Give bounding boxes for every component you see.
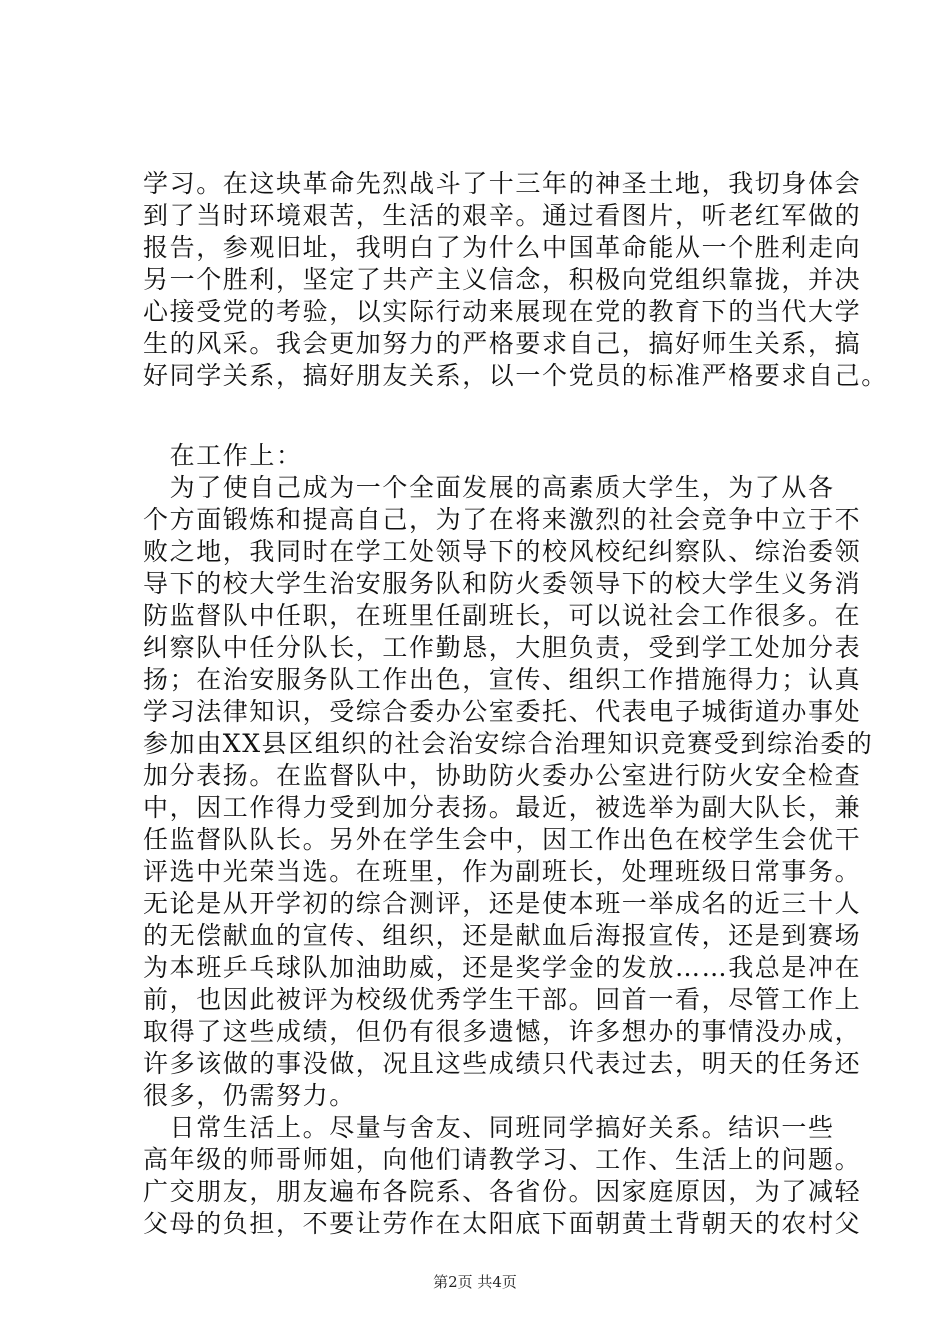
text-line: 高年级的师哥师姐，向他们请教学习、工作、生活上的问题。 — [143, 1145, 862, 1174]
text-line: 个方面锻炼和提高自己，为了在将来激烈的社会竞争中立于不 — [143, 505, 862, 534]
text-line: 无论是从开学初的综合测评，还是使本班一举成名的近三十人 — [143, 889, 862, 918]
text-line: 报告，参观旧址，我明白了为什么中国革命能从一个胜利走向 — [143, 233, 862, 262]
text-line: 学习法律知识，受综合委办公室委托、代表电子城街道办事处 — [143, 697, 862, 726]
text-line: 父母的负担，不要让劳作在太阳底下面朝黄土背朝天的农村父 — [143, 1209, 862, 1238]
text-line: 纠察队中任分队长，工作勤恳，大胆负责，受到学工处加分表 — [143, 633, 862, 662]
text-line: 为了使自己成为一个全面发展的高素质大学生，为了从各 — [143, 473, 835, 502]
paragraph-daily-life — [143, 1112, 862, 1240]
text-line: 中，因工作得力受到加分表扬。最近，被选举为副大队长，兼 — [143, 793, 862, 822]
paragraph-work — [143, 472, 874, 1112]
text-line: 取得了这些成绩，但仍有很多遗憾，许多想办的事情没办成， — [143, 1017, 862, 1046]
text-line: 任监督队队长。另外在学生会中，因工作出色在校学生会优干 — [143, 825, 862, 854]
text-line: 生的风采。我会更加努力的严格要求自己，搞好师生关系，搞 — [143, 329, 862, 358]
page-number-footer: 第2页 共4页 — [433, 1273, 517, 1291]
text-line: 扬；在治安服务队工作出色，宣传、组织工作措施得力；认真 — [143, 665, 862, 694]
text-line: 在工作上： — [143, 441, 303, 470]
text-line: 日常生活上。尽量与舍友、同班同学搞好关系。结识一些 — [143, 1113, 835, 1142]
paragraph-party-study — [143, 168, 888, 392]
text-line: 导下的校大学生治安服务队和防火委领导下的校大学生义务消 — [143, 569, 862, 598]
text-line: 很多，仍需努力。 — [143, 1081, 356, 1110]
text-line: 心接受党的考验，以实际行动来展现在党的教育下的当代大学 — [143, 297, 862, 326]
document-body — [143, 168, 888, 1240]
text-line: 许多该做的事没做，况且这些成绩只代表过去，明天的任务还 — [143, 1049, 862, 1078]
text-line: 前，也因此被评为校级优秀学生干部。回首一看，尽管工作上 — [143, 985, 862, 1014]
text-line: 好同学关系，搞好朋友关系，以一个党员的标准严格要求自己。 — [143, 361, 888, 390]
text-line: 防监督队中任职，在班里任副班长，可以说社会工作很多。在 — [143, 601, 862, 630]
text-line: 为本班乒乓球队加油助威，还是奖学金的发放……我总是冲在 — [143, 953, 862, 982]
text-line: 加分表扬。在监督队中，协助防火委办公室进行防火安全检查 — [143, 761, 862, 790]
text-line: 另一个胜利，坚定了共产主义信念，积极向党组织靠拢，并决 — [143, 265, 862, 294]
text-line: 败之地，我同时在学工处领导下的校风校纪纠察队、综治委领 — [143, 537, 862, 566]
text-line: 到了当时环境艰苦，生活的艰辛。通过看图片，听老红军做的 — [143, 201, 862, 230]
text-line: 评选中光荣当选。在班里，作为副班长，处理班级日常事务。 — [143, 857, 862, 886]
text-line: 的无偿献血的宣传、组织，还是献血后海报宣传，还是到赛场 — [143, 921, 862, 950]
paragraph-gap — [143, 392, 843, 440]
text-line: 广交朋友，朋友遍布各院系、各省份。因家庭原因，为了减轻 — [143, 1177, 862, 1206]
text-line: 学习。在这块革命先烈战斗了十三年的神圣土地，我切身体会 — [143, 169, 862, 198]
section-heading-work — [143, 440, 843, 472]
text-line: 参加由XX县区组织的社会治安综合治理知识竞赛受到综治委的 — [143, 729, 874, 758]
